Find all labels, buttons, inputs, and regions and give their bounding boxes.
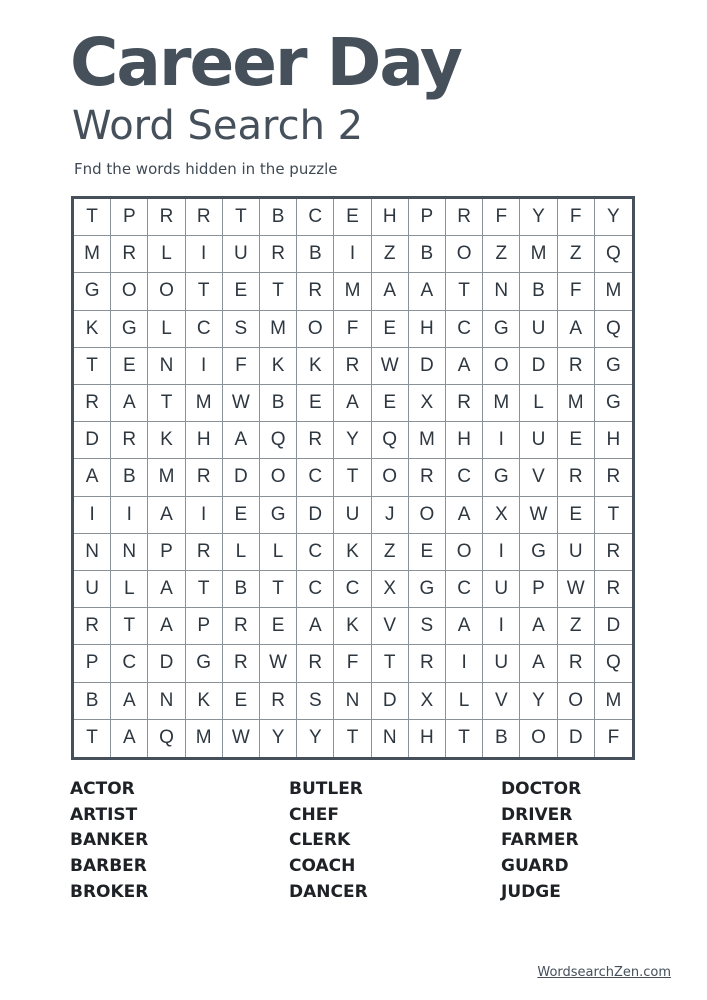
- grid-cell: C: [446, 311, 483, 348]
- grid-cell: O: [372, 459, 409, 496]
- grid-cell: C: [446, 571, 483, 608]
- grid-cell: T: [372, 645, 409, 682]
- grid-cell: T: [111, 608, 148, 645]
- grid-cell: E: [111, 348, 148, 385]
- grid-cell: K: [334, 534, 371, 571]
- grid-cell: K: [186, 683, 223, 720]
- grid-cell: F: [558, 273, 595, 310]
- grid-cell: R: [186, 534, 223, 571]
- grid-cell: K: [74, 311, 111, 348]
- word-item: ACTOR: [70, 779, 135, 799]
- grid-cell: Q: [148, 720, 185, 757]
- grid-cell: P: [148, 534, 185, 571]
- grid-cell: R: [260, 236, 297, 273]
- grid-cell: K: [260, 348, 297, 385]
- grid-cell: F: [334, 311, 371, 348]
- grid-cell: Q: [595, 645, 632, 682]
- grid-cell: U: [520, 422, 557, 459]
- grid-cell: G: [409, 571, 446, 608]
- grid-cell: R: [223, 608, 260, 645]
- grid-cell: U: [74, 571, 111, 608]
- grid-cell: T: [595, 497, 632, 534]
- grid-cell: X: [409, 385, 446, 422]
- grid-cell: F: [558, 199, 595, 236]
- grid-cell: Q: [595, 236, 632, 273]
- instructions-text: Fnd the words hidden in the puzzle: [74, 160, 338, 178]
- grid-cell: S: [409, 608, 446, 645]
- grid-cell: W: [520, 497, 557, 534]
- word-item: JUDGE: [501, 881, 561, 902]
- grid-cell: M: [186, 385, 223, 422]
- grid-cell: W: [223, 720, 260, 757]
- grid-cell: M: [334, 273, 371, 310]
- grid-cell: F: [607, 727, 620, 749]
- word-list-column-1: [70, 777, 148, 906]
- word-item: BARBER: [70, 856, 147, 877]
- grid-cell: D: [74, 422, 111, 459]
- word-item: CLERK: [289, 830, 351, 851]
- word-item: COACH: [289, 856, 356, 877]
- grid-cell: I: [186, 348, 223, 385]
- grid-cell: D: [297, 497, 334, 534]
- grid-cell: T: [186, 273, 223, 310]
- grid-cell: N: [372, 720, 409, 757]
- grid-cell: R: [297, 273, 334, 310]
- grid-cell: B: [260, 199, 297, 236]
- grid-cell: R: [148, 199, 185, 236]
- grid-cell: P: [111, 199, 148, 236]
- grid-cell: D: [409, 348, 446, 385]
- grid-cell: T: [260, 273, 297, 310]
- footer-link[interactable]: WordsearchZen.com: [537, 965, 671, 980]
- grid-cell: D: [223, 459, 260, 496]
- grid-cell: A: [111, 720, 148, 757]
- grid-cell: R: [409, 645, 446, 682]
- grid-cell: R: [595, 571, 632, 608]
- grid-cell: I: [483, 534, 520, 571]
- grid-cell: I: [111, 497, 148, 534]
- grid-cell: T: [446, 720, 483, 757]
- grid-cell: M: [558, 385, 595, 422]
- grid-cell: R: [297, 422, 334, 459]
- grid-cell: H: [372, 199, 409, 236]
- word-item: GUARD: [501, 856, 569, 877]
- grid-cell: R: [595, 534, 632, 571]
- grid-cell: P: [74, 645, 111, 682]
- grid-cell: A: [372, 273, 409, 310]
- grid-cell: A: [558, 311, 595, 348]
- grid-cell: Z: [372, 236, 409, 273]
- grid-cell: D: [372, 683, 409, 720]
- grid-cell: E: [297, 385, 334, 422]
- grid-cell: H: [409, 720, 446, 757]
- grid-cell: Y: [520, 683, 557, 720]
- grid-cell: C: [297, 199, 334, 236]
- grid-cell: A: [111, 385, 148, 422]
- grid-cell: Q: [372, 422, 409, 459]
- grid-cell: G: [520, 534, 557, 571]
- grid-cell: A: [520, 645, 557, 682]
- word-item: DANCER: [289, 881, 368, 902]
- grid-cell: A: [409, 273, 446, 310]
- grid-cell: T: [334, 459, 371, 496]
- grid-cell: T: [74, 199, 111, 236]
- puzzle-grid: [74, 199, 632, 757]
- grid-cell: R: [74, 385, 111, 422]
- grid-cell: P: [520, 571, 557, 608]
- grid-cell: Y: [297, 720, 334, 757]
- grid-cell: O: [148, 273, 185, 310]
- grid-cell: Y: [260, 720, 297, 757]
- grid-cell: G: [483, 459, 520, 496]
- grid-cell: W: [558, 571, 595, 608]
- grid-cell: R: [186, 199, 223, 236]
- grid-cell: I: [483, 422, 520, 459]
- grid-cell: T: [446, 273, 483, 310]
- grid-cell: I: [186, 497, 223, 534]
- grid-cell: O: [260, 459, 297, 496]
- grid-cell: N: [483, 273, 520, 310]
- grid-cell: N: [148, 348, 185, 385]
- grid-cell: Y: [595, 199, 632, 236]
- grid-cell: M: [74, 236, 111, 273]
- grid-cell: G: [260, 497, 297, 534]
- grid-cell: R: [74, 608, 111, 645]
- grid-cell: O: [446, 236, 483, 273]
- grid-cell: Z: [483, 236, 520, 273]
- grid-cell: L: [111, 571, 148, 608]
- grid-cell: A: [74, 459, 111, 496]
- grid-cell: G: [186, 645, 223, 682]
- grid-cell: Z: [372, 534, 409, 571]
- page-title: Career Day: [70, 24, 461, 101]
- grid-cell: E: [372, 385, 409, 422]
- grid-cell: A: [111, 683, 148, 720]
- grid-cell: A: [446, 497, 483, 534]
- grid-cell: D: [558, 720, 595, 757]
- grid-cell: B: [223, 571, 260, 608]
- grid-cell: Y: [334, 422, 371, 459]
- word-item: DOCTOR: [501, 779, 582, 799]
- grid-cell: M: [186, 720, 223, 757]
- grid-cell: R: [334, 348, 371, 385]
- grid-cell: A: [148, 497, 185, 534]
- grid-cell: A: [520, 608, 557, 645]
- grid-cell: V: [520, 459, 557, 496]
- grid-cell: L: [260, 534, 297, 571]
- grid-cell: F: [334, 645, 371, 682]
- word-item: CHEF: [289, 804, 339, 825]
- grid-cell: D: [148, 645, 185, 682]
- grid-cell: K: [297, 348, 334, 385]
- grid-cell: W: [372, 348, 409, 385]
- grid-cell: B: [409, 236, 446, 273]
- grid-cell: N: [111, 534, 148, 571]
- grid-cell: R: [111, 236, 148, 273]
- grid-cell: O: [297, 311, 334, 348]
- grid-cell: R: [558, 645, 595, 682]
- grid-cell: N: [148, 683, 185, 720]
- grid-cell: N: [334, 683, 371, 720]
- grid-cell: D: [595, 608, 632, 645]
- grid-cell: C: [297, 459, 334, 496]
- grid-cell: C: [186, 311, 223, 348]
- grid-cell: T: [334, 720, 371, 757]
- grid-cell: B: [111, 459, 148, 496]
- word-item: BROKER: [70, 881, 149, 902]
- grid-cell: H: [186, 422, 223, 459]
- grid-cell: K: [334, 608, 371, 645]
- grid-cell: Z: [558, 608, 595, 645]
- grid-cell: U: [483, 571, 520, 608]
- word-list-column-3: [501, 777, 581, 906]
- grid-cell: B: [74, 683, 111, 720]
- grid-cell: A: [297, 608, 334, 645]
- grid-cell: G: [595, 348, 632, 385]
- grid-cell: I: [186, 236, 223, 273]
- grid-cell: M: [595, 683, 632, 720]
- grid-cell: S: [297, 683, 334, 720]
- grid-cell: R: [409, 459, 446, 496]
- grid-cell: E: [223, 683, 260, 720]
- grid-cell: A: [334, 385, 371, 422]
- grid-cell: A: [148, 571, 185, 608]
- grid-cell: F: [483, 199, 520, 236]
- grid-cell: R: [446, 385, 483, 422]
- grid-cell: E: [409, 534, 446, 571]
- grid-cell: P: [409, 199, 446, 236]
- grid-cell: A: [446, 608, 483, 645]
- grid-cell: R: [558, 459, 595, 496]
- word-list-column-2: [289, 777, 368, 906]
- grid-cell: O: [483, 348, 520, 385]
- grid-cell: V: [372, 608, 409, 645]
- grid-cell: M: [595, 273, 632, 310]
- grid-cell: M: [260, 311, 297, 348]
- grid-cell: L: [446, 683, 483, 720]
- grid-cell: Y: [520, 199, 557, 236]
- grid-cell: R: [446, 199, 483, 236]
- grid-cell: E: [260, 608, 297, 645]
- grid-cell: U: [483, 645, 520, 682]
- grid-cell: Q: [595, 311, 632, 348]
- word-item: DRIVER: [501, 804, 573, 825]
- grid-cell: T: [74, 348, 111, 385]
- grid-cell: G: [111, 311, 148, 348]
- grid-cell: A: [446, 348, 483, 385]
- grid-cell: V: [483, 683, 520, 720]
- word-item: BANKER: [70, 830, 149, 851]
- grid-cell: H: [409, 311, 446, 348]
- grid-cell: X: [372, 571, 409, 608]
- grid-cell: R: [558, 348, 595, 385]
- grid-cell: T: [223, 199, 260, 236]
- grid-cell: G: [483, 311, 520, 348]
- grid-cell: E: [558, 422, 595, 459]
- grid-cell: C: [297, 571, 334, 608]
- grid-cell: G: [74, 273, 111, 310]
- word-item: FARMER: [501, 830, 579, 851]
- grid-cell: T: [186, 571, 223, 608]
- grid-cell: J: [372, 497, 409, 534]
- grid-cell: D: [520, 348, 557, 385]
- grid-cell: B: [260, 385, 297, 422]
- grid-cell: A: [223, 422, 260, 459]
- grid-cell: W: [223, 385, 260, 422]
- grid-cell: H: [446, 422, 483, 459]
- grid-cell: H: [595, 422, 632, 459]
- grid-cell: I: [74, 497, 111, 534]
- word-item: BUTLER: [289, 779, 363, 799]
- grid-cell: C: [334, 571, 371, 608]
- grid-cell: I: [446, 645, 483, 682]
- grid-cell: C: [111, 645, 148, 682]
- grid-cell: L: [148, 236, 185, 273]
- grid-cell: L: [223, 534, 260, 571]
- grid-cell: C: [297, 534, 334, 571]
- grid-cell: T: [74, 720, 111, 757]
- grid-cell: M: [409, 422, 446, 459]
- grid-cell: E: [334, 199, 371, 236]
- grid-cell: O: [111, 273, 148, 310]
- grid-cell: P: [186, 608, 223, 645]
- grid-cell: G: [595, 385, 632, 422]
- grid-cell: M: [483, 385, 520, 422]
- grid-cell: R: [111, 422, 148, 459]
- grid-cell: M: [520, 236, 557, 273]
- grid-cell: R: [186, 459, 223, 496]
- grid-cell: O: [520, 720, 557, 757]
- page-subtitle: Word Search 2: [72, 103, 364, 149]
- grid-cell: I: [334, 236, 371, 273]
- grid-cell: K: [148, 422, 185, 459]
- grid-cell: B: [297, 236, 334, 273]
- grid-cell: M: [148, 459, 185, 496]
- grid-cell: T: [148, 385, 185, 422]
- grid-cell: R: [297, 645, 334, 682]
- grid-cell: O: [558, 683, 595, 720]
- grid-cell: B: [520, 273, 557, 310]
- grid-cell: O: [409, 497, 446, 534]
- grid-cell: A: [148, 608, 185, 645]
- grid-cell: Z: [558, 236, 595, 273]
- grid-cell: R: [223, 645, 260, 682]
- grid-cell: X: [409, 683, 446, 720]
- grid-cell: Q: [260, 422, 297, 459]
- grid-cell: T: [260, 571, 297, 608]
- grid-cell: C: [446, 459, 483, 496]
- grid-cell: N: [74, 534, 111, 571]
- grid-cell: X: [483, 497, 520, 534]
- grid-cell: E: [223, 273, 260, 310]
- grid-cell: W: [260, 645, 297, 682]
- grid-cell: S: [223, 311, 260, 348]
- word-item: ARTIST: [70, 804, 138, 825]
- grid-cell: R: [595, 459, 632, 496]
- grid-cell: U: [558, 534, 595, 571]
- grid-cell: R: [260, 683, 297, 720]
- grid-cell: B: [483, 720, 520, 757]
- grid-cell: L: [520, 385, 557, 422]
- grid-cell: U: [520, 311, 557, 348]
- grid-cell: U: [223, 236, 260, 273]
- grid-cell: E: [223, 497, 260, 534]
- grid-cell: E: [558, 497, 595, 534]
- grid-cell: I: [483, 608, 520, 645]
- grid-cell: F: [223, 348, 260, 385]
- grid-cell: U: [334, 497, 371, 534]
- grid-cell: O: [446, 534, 483, 571]
- grid-cell: L: [148, 311, 185, 348]
- grid-cell: E: [372, 311, 409, 348]
